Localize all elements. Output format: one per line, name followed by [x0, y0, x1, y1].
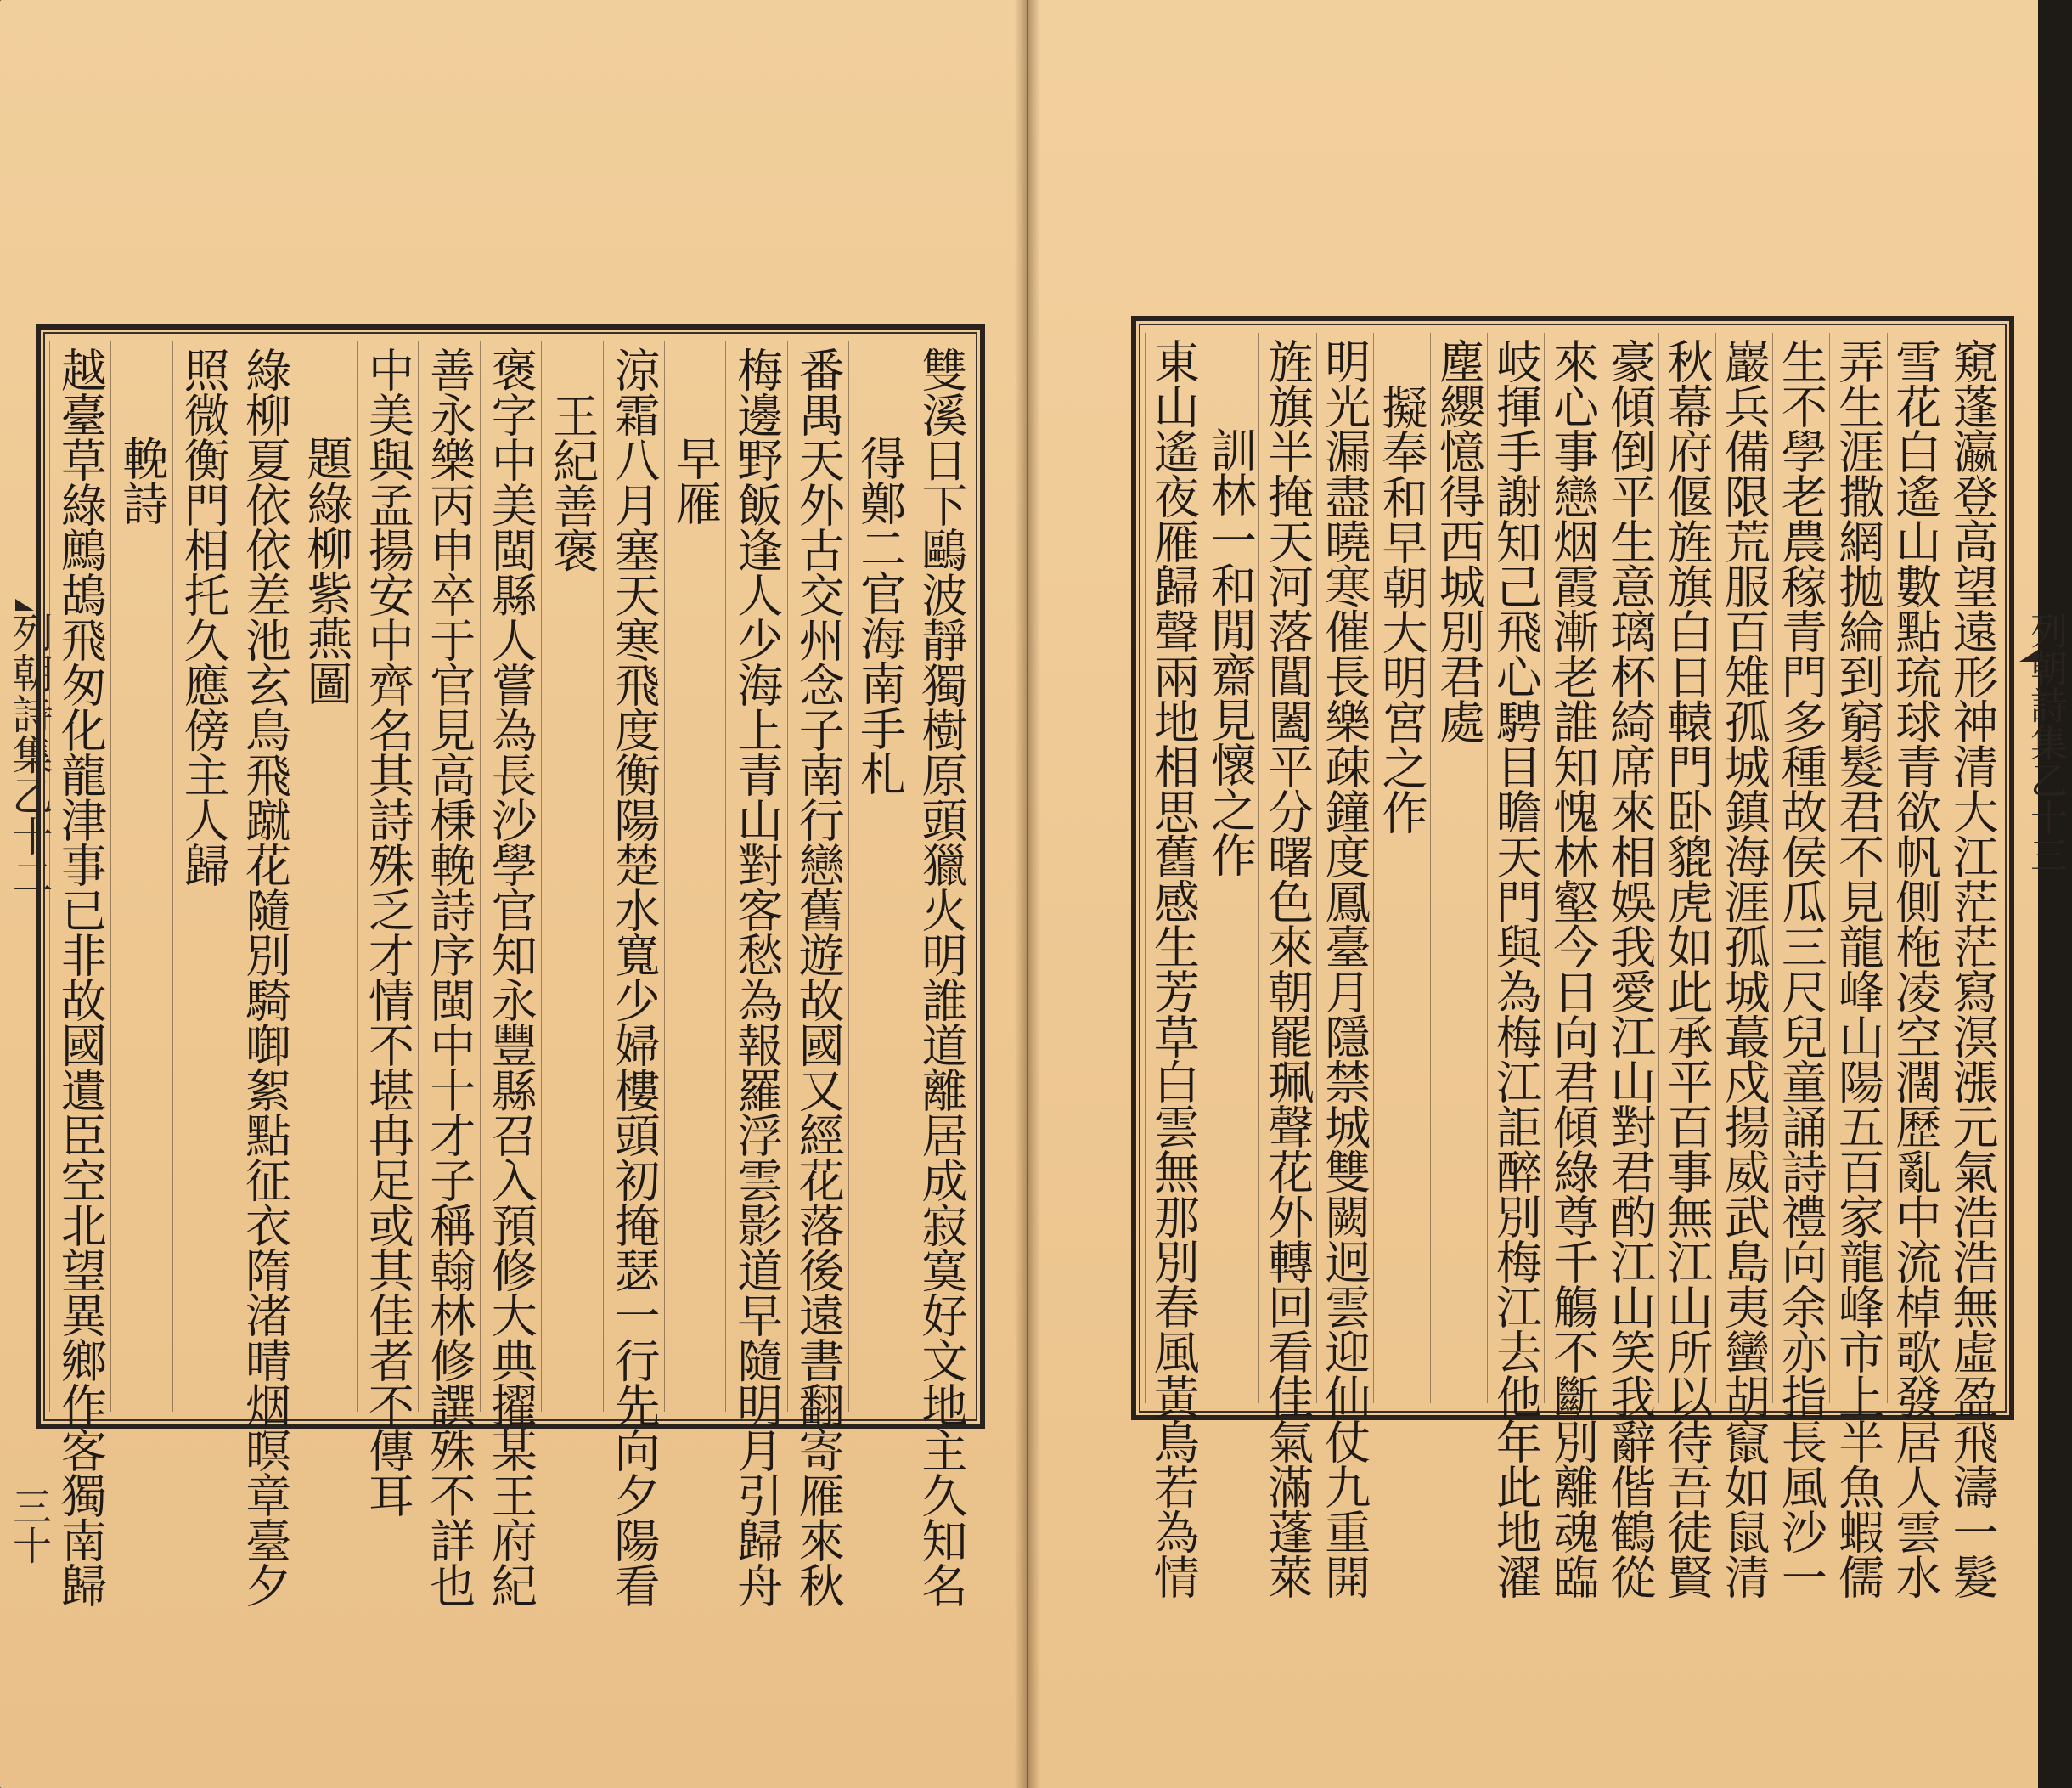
right-column-8: 來心事戀烟霞漸老誰知愧林壑今日向君傾綠尊千觴不斷別離魂臨 [1544, 333, 1601, 1403]
left-column-4: 梅邊野飯逢人少海上青山對客愁為報羅浮雲影道早隨明月引歸舟 [725, 341, 786, 1412]
left-column-7: 王紀善褒 [541, 341, 602, 1412]
right-column-13: 旌旗半掩天河落閶闔平分曙色來朝罷珮聲花外轉回看佳氣滿蓬萊 [1258, 333, 1315, 1403]
left-column-15: 越臺草綠鷓鴣飛匆化龍津事已非故國遺臣空北望異鄉作客獨南歸 [49, 341, 110, 1412]
right-column-3: 弄生涯撒網拋綸到窮髮君不見龍峰山陽五百家龍峰市上半魚蝦儒 [1829, 333, 1886, 1403]
right-column-2: 雪花白遙山數點琉球青欲帆側柂凌空濶歷亂中流棹歌發居人雲水 [1887, 333, 1944, 1403]
left-column-11: 題綠柳紫燕圖 [296, 341, 357, 1412]
left-column-6: 涼霜八月塞天寒飛度衡陽楚水寬少婦樓頭初掩瑟一行先向夕陽看 [603, 341, 664, 1412]
right-columns [1145, 333, 2001, 1599]
right-column-7: 豪傾倒平生意璃杯綺席來相娛我愛江山對君酌江山笑我辭偕鶴從 [1602, 333, 1658, 1403]
left-column-1: 雙溪日下鷗波靜獨樹原頭獵火明誰道離居成寂寞好文地主久知名 [914, 347, 968, 1607]
left-column-12: 綠柳夏依依差池玄鳥飛蹴花隨別騎啣絮點征衣隋渚晴烟暝章臺夕 [234, 341, 295, 1412]
left-column-8: 褒字中美閩縣人嘗為長沙學官知永豐縣召入預修大典擢某王府紀 [480, 341, 541, 1412]
right-column-12: 明光漏盡曉寒催長樂疎鐘度鳳臺月隱禁城雙闕迥雲迎仙仗九重開 [1316, 333, 1373, 1403]
book-gutter [1015, 0, 1040, 1788]
right-column-1: 窺蓬瀛登高望遠形神清大江茫茫寫溟漲元氣浩浩無虛盈飛濤一髮 [1945, 338, 1999, 1599]
left-columns [49, 341, 971, 1607]
right-column-6: 秋幕府偃旌旗白日轅門卧貔虎如此承平百事無江山所以待吾徒賢 [1658, 333, 1715, 1403]
right-column-14: 訓林一和閒齋見懷之作 [1202, 333, 1258, 1403]
right-margin-title: 列朝詩集乙十三 [2024, 612, 2067, 873]
left-margin-title: 列朝詩集乙十二 [5, 612, 53, 897]
left-column-9: 善永樂丙申卒于官見高棅輓詩序閩中十才子稱翰林修譔殊不詳也 [418, 341, 479, 1412]
left-text-block [36, 324, 985, 1607]
right-column-9: 岐揮手謝知己飛心騁目瞻天門與為梅江詎醉別梅江去他年此地濯 [1487, 333, 1544, 1403]
right-column-5: 巖兵備限荒服百雉孤城鎮海涯孤城蕞戍揚威武島夷蠻胡竄如鼠清 [1715, 333, 1772, 1403]
right-column-15: 東山遙夜雁歸聲兩地相思舊感生芳草白雲無那別春風黃鳥若為情 [1145, 333, 1202, 1403]
right-column-4: 生不學老農稼青門多種故侯瓜三尺兒童誦詩禮向余亦指長風沙一 [1772, 333, 1829, 1403]
right-text-block [1131, 316, 2014, 1599]
left-margin-folio: 三十 [7, 1486, 53, 1565]
right-column-11: 擬奉和早朝大明宮之作 [1373, 333, 1430, 1403]
left-column-2: 得鄭二官海南手札 [848, 341, 909, 1412]
left-column-3: 番禺天外古交州念子南行戀舊遊故國又經花落後遠書翻寄雁來秋 [787, 341, 848, 1412]
left-column-10: 中美與孟揚安中齊名其詩殊乏才情不堪冉足或其佳者不傳耳 [357, 341, 418, 1412]
right-column-10: 塵纓憶得西城別君處 [1430, 333, 1487, 1403]
left-column-13: 照微衡門相托久應傍主人歸 [172, 341, 234, 1412]
left-column-5: 早雁 [664, 341, 725, 1412]
left-column-14: 輓詩 [110, 341, 172, 1412]
